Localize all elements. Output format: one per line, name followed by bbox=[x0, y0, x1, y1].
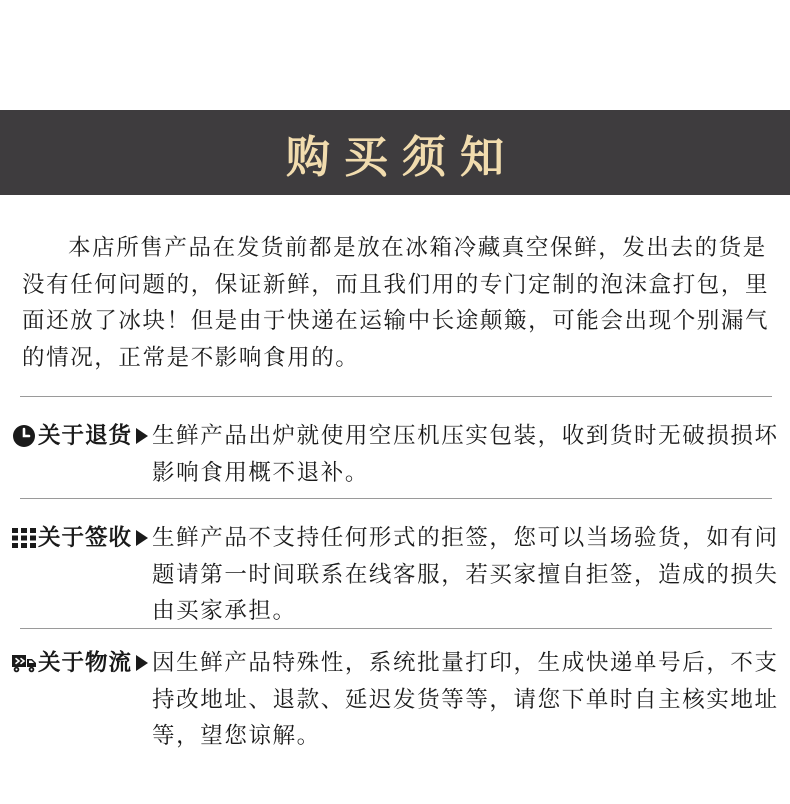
section-heading bbox=[10, 645, 152, 681]
divider bbox=[20, 498, 772, 499]
section-returns bbox=[10, 418, 782, 491]
section-label: 关于物流 bbox=[38, 650, 133, 676]
section-text: 因生鲜产品特殊性，系统批量打印，生成快递单号后，不支持改地址、退款、延迟发货等等，请您下单时自主核实地址等，望您谅解。 bbox=[152, 650, 779, 749]
section-text: 生鲜产品出炉就使用空压机压实包装，收到货时无破损损坏影响食用概不退补。 bbox=[152, 423, 779, 486]
divider bbox=[20, 628, 772, 629]
triangle-right-icon bbox=[132, 418, 152, 454]
section-text: 生鲜产品不支持任何形式的拒签，您可以当场验货，如有问题请第一时间联系在线客服，若买家擅自拒签，造成的损失由买家承担。 bbox=[152, 525, 779, 624]
intro-paragraph: 本店所售产品在发货前都是放在冰箱冷藏真空保鲜，发出去的货是没有任何问题的，保证新鲜，而且我们用的专门定制的泡沫盒打包，里面还放了冰块！但是由于快递在运输中长途颠簸，可能会出现个别漏气的情况，正常是不影响食用的。 bbox=[22, 235, 770, 371]
triangle-right-icon bbox=[132, 520, 152, 556]
section-label: 关于退货 bbox=[38, 423, 133, 449]
clock-icon bbox=[10, 418, 38, 454]
triangle-right-icon bbox=[132, 645, 152, 681]
section-label: 关于签收 bbox=[38, 525, 133, 551]
section-logistics bbox=[10, 645, 782, 755]
section-heading bbox=[10, 418, 152, 454]
divider bbox=[20, 396, 772, 397]
grid-icon bbox=[10, 520, 38, 556]
section-sign-for bbox=[10, 520, 782, 630]
page-title: 购买须知 bbox=[286, 131, 518, 183]
section-heading bbox=[10, 520, 152, 556]
header-banner bbox=[0, 110, 790, 195]
truck-icon bbox=[10, 645, 38, 681]
